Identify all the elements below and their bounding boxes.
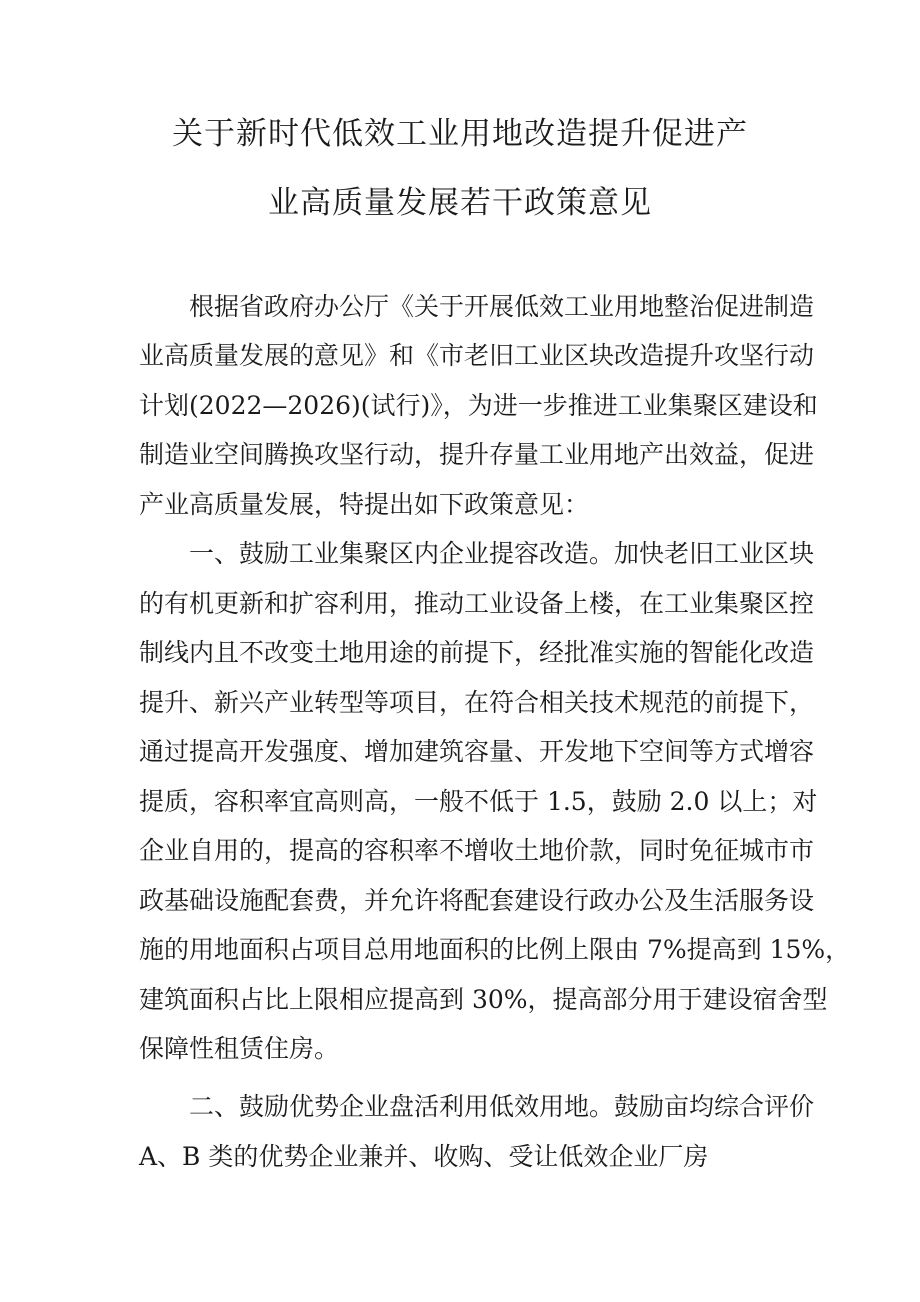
paragraph-intro-line: 根据省政府办公厅《关于开展低效工业用地整治促进制造 [189, 292, 815, 321]
document-title-line-1: 关于新时代低效工业用地改造提升促进产 [172, 116, 748, 152]
paragraph-1-line: 保障性租赁住房。 [139, 1034, 340, 1063]
paragraph-1-line: 企业自用的，提高的容积率不增收土地价款，同时免征城市市 [139, 836, 815, 865]
paragraph-1-line: 提质，容积率宜高则高，一般不低于 1.5，鼓励 2.0 以上；对 [139, 787, 818, 816]
paragraph-2-line: 二、鼓励优势企业盘活利用低效用地。鼓励亩均综合评价 [189, 1092, 815, 1121]
paragraph-1-line: 的有机更新和扩容利用，推动工业设备上楼，在工业集聚区控 [139, 589, 815, 618]
paragraph-1-line: 制线内且不改变土地用途的前提下，经批准实施的智能化改造 [139, 638, 815, 667]
paragraph-2-line: A、B 类的优势企业兼并、收购、受让低效企业厂房 [139, 1142, 709, 1171]
document-title-line-2: 业高质量发展若干政策意见 [268, 185, 652, 221]
paragraph-intro-line: 制造业空间腾换攻坚行动，提升存量工业用地产出效益，促进 [139, 440, 815, 469]
paragraph-1-line: 一、鼓励工业集聚区内企业提容改造。加快老旧工业区块 [189, 539, 815, 568]
paragraph-intro-line: 计划(2022—2026)(试行)》，为进一步推进工业集聚区建设和 [139, 391, 818, 420]
paragraph-1-line: 通过提高开发强度、增加建筑容量、开发地下空间等方式增容 [139, 737, 815, 766]
paragraph-1-line: 政基础设施配套费，并允许将配套建设行政办公及生活服务设 [139, 886, 815, 915]
paragraph-intro-line: 业高质量发展的意见》和《市老旧工业区块改造提升攻坚行动 [139, 341, 815, 370]
paragraph-1-line: 提升、新兴产业转型等项目，在符合相关技术规范的前提下， [139, 688, 815, 717]
paragraph-1-line: 建筑面积占比上限相应提高到 30%，提高部分用于建设宿舍型 [139, 985, 828, 1014]
paragraph-intro-line: 产业高质量发展，特提出如下政策意见： [139, 490, 590, 519]
paragraph-1-line: 施的用地面积占项目总用地面积的比例上限由 7%提高到 15%， [139, 935, 851, 964]
